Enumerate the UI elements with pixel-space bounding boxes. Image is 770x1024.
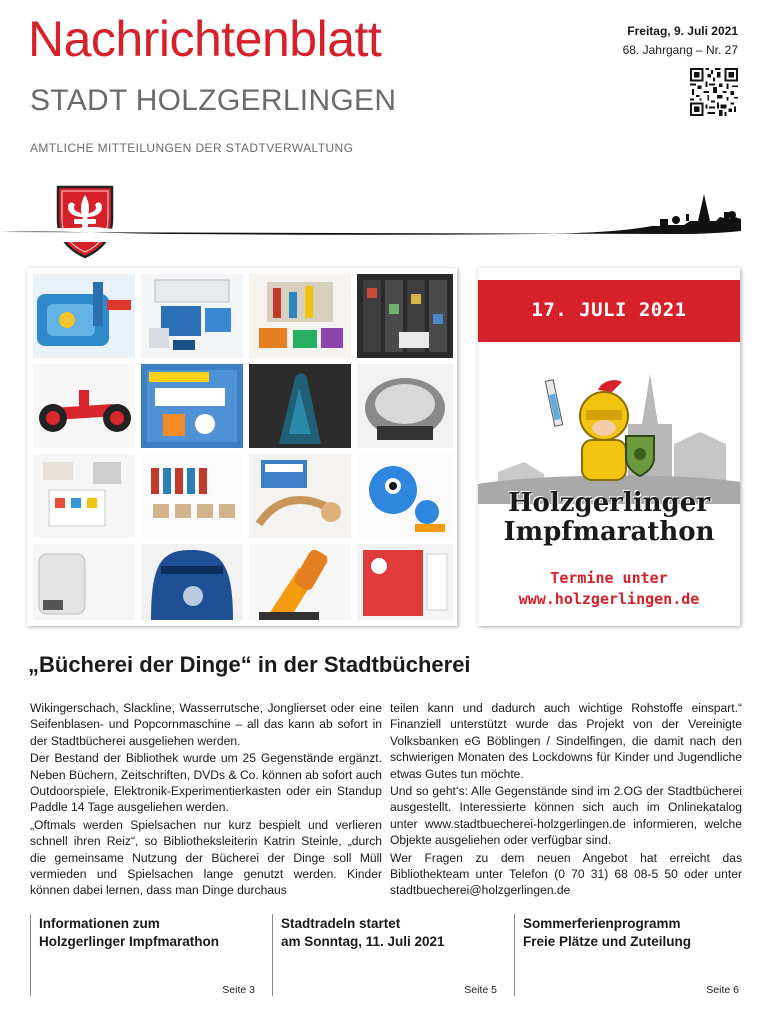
dash-robot-icon xyxy=(357,454,453,538)
wikingerschach-icon xyxy=(141,454,243,538)
issue-date: Freitag, 9. Juli 2021 xyxy=(627,24,738,38)
aquaplay-icon xyxy=(33,274,135,358)
teaser-stadtradeln[interactable] xyxy=(272,914,497,996)
masthead-subtitle: AMTLICHE MITTEILUNGEN DER STADTVERWALTUNG xyxy=(30,141,354,155)
teaser-title-line1: Stadtradeln startet xyxy=(281,916,401,931)
article-paragraph: Und so geht‘s: Alle Gegenstände sind im 2.OG der Stadtbücherei ausgestellt. Interessierte können sich auch im Onlinekatalog unter www.stadtbuecherei-holzgerlingen.de informieren, welche Objekte ausgeliehen oder verfügbar sind. xyxy=(390,784,742,848)
teaser-page-ref: Seite 3 xyxy=(222,984,255,996)
teaser-sommerferienprogramm[interactable] xyxy=(514,914,739,996)
poster-date: 17. JULI 2021 xyxy=(531,299,687,321)
game-box-icon xyxy=(357,544,453,620)
standup-paddle-bag-icon xyxy=(141,544,243,620)
teaser-title-line1: Informationen zum xyxy=(39,916,160,931)
masthead-title: Nachrichtenblatt xyxy=(28,11,382,67)
wooden-toys-icon xyxy=(249,454,351,538)
jonglierset-icon xyxy=(33,544,135,620)
marble-run-icon xyxy=(249,274,351,358)
popcorn-machine-icon xyxy=(357,364,453,448)
article-column-left xyxy=(30,700,382,900)
teaser-page-ref: Seite 6 xyxy=(706,984,739,996)
teaser-title-line1: Sommerferienprogramm xyxy=(523,916,681,931)
masthead-city: STADT HOLZGERLINGEN xyxy=(30,84,397,117)
easy-elektro-start-icon xyxy=(141,364,243,448)
qr-code-icon[interactable] xyxy=(690,68,738,116)
poster-title-line2: Impfmarathon xyxy=(503,517,715,547)
balance-bike-icon xyxy=(33,364,135,448)
teaser-title-line2: Freie Plätze und Zuteilung xyxy=(523,934,692,949)
article-column-right xyxy=(390,700,742,900)
microscope-icon xyxy=(249,544,351,620)
impfmarathon-poster xyxy=(478,268,740,626)
teaser-title-line2: Holzgerlinger Impfmarathon xyxy=(39,934,220,949)
poster-title-line1: Holzgerlinger xyxy=(507,488,711,518)
town-skyline-divider xyxy=(0,190,741,242)
arduino-icon xyxy=(141,274,243,358)
article-paragraph: Wikingerschach, Slackline, Wasserrutsche, Jonglierset oder eine Seifenblasen- und Popcornmaschine – all das kann ab sofort in der Stadtbücherei ausgeliehen werden. xyxy=(30,701,382,748)
robot-fish-icon xyxy=(249,364,351,448)
article-headline: „Bücherei der Dinge“ in der Stadtbücherei xyxy=(28,652,471,677)
poster-website-link[interactable]: www.holzgerlingen.de xyxy=(518,590,700,608)
photo-collage xyxy=(27,268,457,626)
article-paragraph: Wer Fragen zu dem neuen Angebot hat erreicht das Bibliothekteam unter Telefon (0 70 31) 68 08-5 50 oder unter stadtbuecherei@holzgerlingen.de xyxy=(390,850,742,898)
issue-number: 68. Jahrgang – Nr. 27 xyxy=(622,43,738,57)
slackline-icon xyxy=(357,274,453,358)
poster-footer-line1: Termine unter xyxy=(550,569,668,587)
jewelry-kit-icon xyxy=(33,454,135,538)
article-paragraph: teilen kann und dadurch auch wichtige Rohstoffe einspart.“ Finanziell unterstützt wurde das Projekt von der Vereinigte Volksbanken eG Böblingen / Sindelfingen, die damit nach den schwierigen Monaten des Lockdowns für Kinder und Jugendliche etwas Gutes tun möchte. xyxy=(390,701,742,781)
article-paragraph: „Oftmals werden Spielsachen nur kurz bespielt und verlieren schnell ihren Reiz“, so Bibliotheksleiterin Katrin Steinle, „durch die gemeinsame Nutzung der Bücherei der Dinge soll Müll vermieden und Spielsachen lange genutzt werden. Kinder können dabei lernen, dass man Dinge durchaus xyxy=(30,817,382,898)
teaser-impfmarathon[interactable] xyxy=(30,914,255,996)
article-paragraph: Der Bestand der Bibliothek wurde um 25 Gegenstände ergänzt. Neben Büchern, Zeitschriften, DVDs & Co. können ab sofort auch Outdoorspiele, Elektronik-Experimentierkasten oder ein Standup Paddle 14 Tage ausgeliehen werden. xyxy=(30,751,382,815)
teaser-page-ref: Seite 5 xyxy=(464,984,497,996)
teaser-title-line2: am Sonntag, 11. Juli 2021 xyxy=(281,934,445,949)
knight-mascot-icon xyxy=(478,354,740,504)
